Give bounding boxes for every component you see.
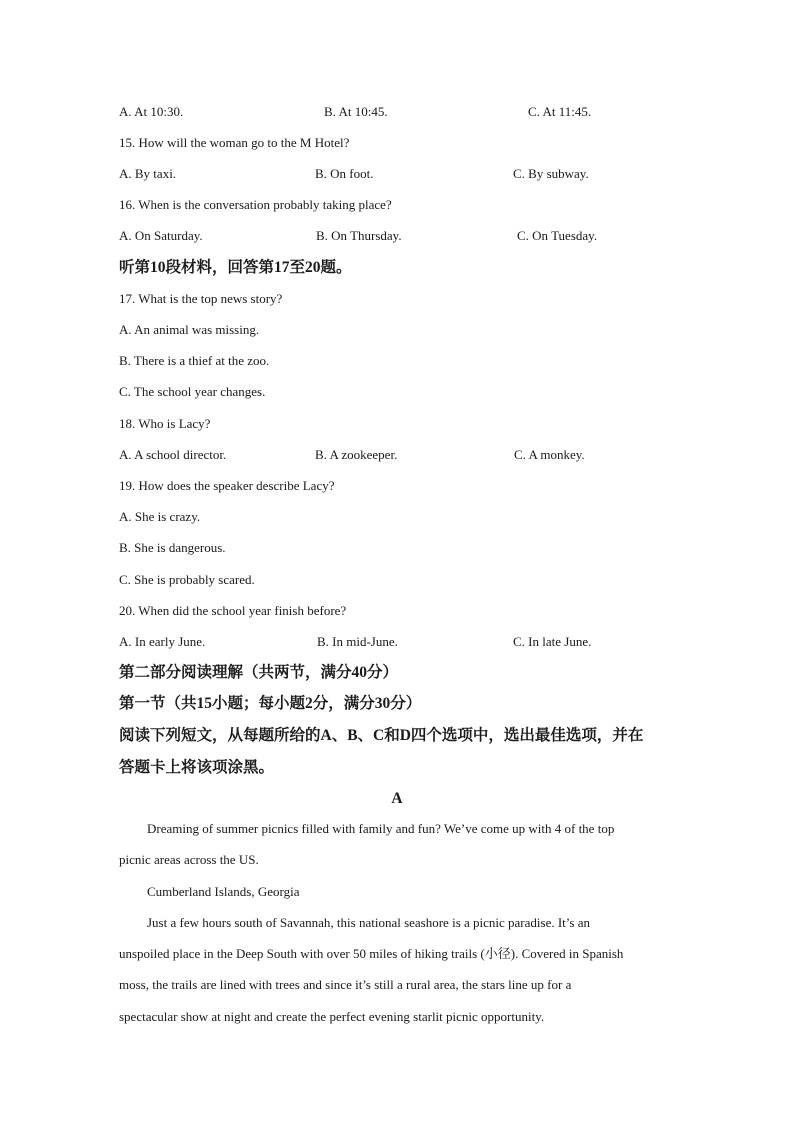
q17-option-a: A. An animal was missing.	[119, 322, 260, 337]
q16-question: 16. When is the conversation probably taking place?	[119, 197, 392, 212]
q18-option-a: A. A school director.	[119, 447, 227, 462]
q15-question: 15. How will the woman go to the M Hotel?	[119, 135, 350, 150]
q16-option-a: A. On Saturday.	[119, 228, 203, 243]
section1-title: 第一节（共15小题；每小题2分，满分30分）	[119, 695, 422, 712]
q20-option-a: A. In early June.	[119, 634, 206, 649]
q15-option-a: A. By taxi.	[119, 166, 177, 181]
q14-option-c: C. At 11:45.	[528, 104, 592, 119]
q14-option-b: B. At 10:45.	[324, 104, 388, 119]
passage-label: A	[391, 790, 403, 807]
q16-option-c: C. On Tuesday.	[517, 228, 598, 243]
q19-question: 19. How does the speaker describe Lacy?	[119, 478, 335, 493]
q15-option-c: C. By subway.	[513, 166, 589, 181]
q18-question: 18. Who is Lacy?	[119, 416, 211, 431]
q17-option-c: C. The school year changes.	[119, 384, 266, 399]
q20-question: 20. When did the school year finish before?	[119, 603, 347, 618]
q19-option-b: B. She is dangerous.	[119, 540, 226, 555]
q19-option-c: C. She is probably scared.	[119, 572, 255, 587]
passage-p1-line3: moss, the trails are lined with trees and since it’s still a rural area, the stars line up for a	[119, 977, 572, 992]
passage-place-heading: Cumberland Islands, Georgia	[147, 884, 300, 899]
q19-option-a: A. She is crazy.	[119, 509, 201, 524]
q17-option-b: B. There is a thief at the zoo.	[119, 353, 270, 368]
section10-instruction: 听第10段材料，回答第17至20题。	[119, 259, 352, 276]
q16-option-b: B. On Thursday.	[316, 228, 402, 243]
passage-intro-line1: Dreaming of summer picnics filled with family and fun? We’ve come up with 4 of the top	[147, 821, 615, 836]
q17-question: 17. What is the top news story?	[119, 291, 283, 306]
passage-intro-line2: picnic areas across the US.	[119, 852, 259, 867]
q18-option-c: C. A monkey.	[514, 447, 585, 462]
q18-option-b: B. A zookeeper.	[315, 447, 398, 462]
q15-option-b: B. On foot.	[315, 166, 374, 181]
passage-p1-line2: unspoiled place in the Deep South with over 50 miles of hiking trails (小径). Covered in Spanish	[119, 946, 624, 961]
q20-option-c: C. In late June.	[513, 634, 592, 649]
reading-instruction-line2: 答题卡上将该项涂黑。	[119, 759, 275, 776]
part2-title: 第二部分阅读理解（共两节，满分40分）	[119, 664, 399, 681]
passage-p1-line1: Just a few hours south of Savannah, this national seashore is a picnic paradise. It’s an	[147, 915, 590, 930]
q14-option-a: A. At 10:30.	[119, 104, 184, 119]
q20-option-b: B. In mid-June.	[317, 634, 398, 649]
reading-instruction-line1: 阅读下列短文，从每题所给的A、B、C和D四个选项中，选出最佳选项，并在	[119, 727, 644, 744]
passage-p1-line4: spectacular show at night and create the perfect evening starlit picnic opportunity.	[119, 1009, 545, 1024]
